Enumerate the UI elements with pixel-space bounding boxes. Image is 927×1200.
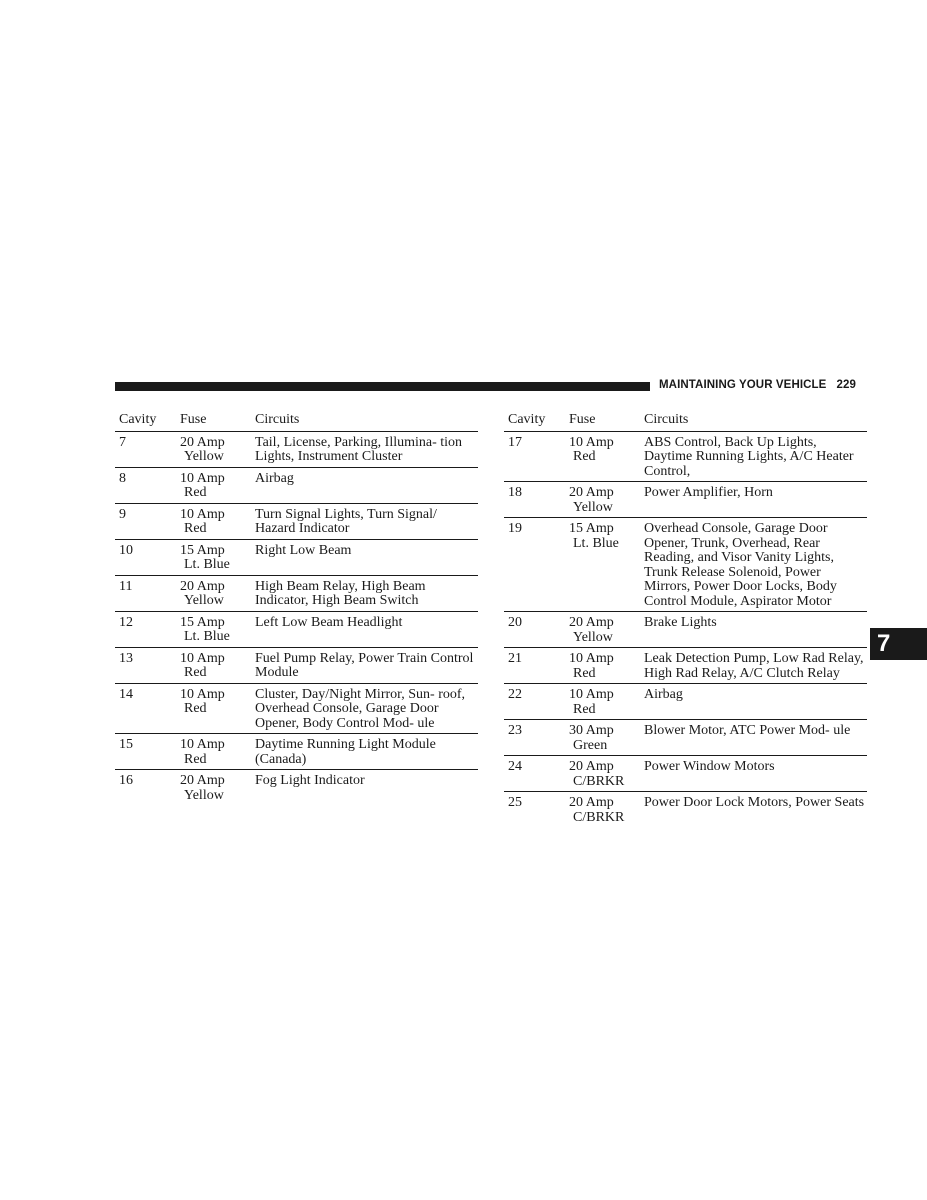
table-row [115,539,478,575]
circuits-cell: Fog Light Indicator [255,773,365,788]
fuse-amperage: 10 Amp [180,506,225,522]
table-row [115,734,478,770]
fuse-cell [565,648,640,684]
fuse-cell [176,431,251,467]
fuse-color: Yellow [184,593,224,608]
cavity-cell: 12 [115,611,176,647]
fuse-amperage: 10 Amp [180,650,225,666]
fuse-cell [565,431,640,482]
fuse-amperage: 15 Amp [569,521,614,536]
fuse-color: Yellow [573,629,613,645]
fuse-cell [565,792,640,828]
fuse-cell [176,647,251,683]
circuits-cell: Cluster, Day/Night Mirror, Sun- roof, Overhead Console, Garage Door Opener, Body Control Mod- ule [251,683,478,734]
circuits-cell: Brake Lights [640,612,867,648]
fuse-color: Red [184,665,207,680]
fuse-cell [176,539,251,575]
cavity-cell: 8 [115,467,176,503]
fuse-color: C/BRKR [573,773,625,789]
fuse-amperage: 15 Amp [180,542,225,558]
fuse-color: Lt. Blue [184,557,230,572]
circuits-cell: Blower Motor, ATC Power Mod- ule [640,720,867,756]
fuse-amperage: 20 Amp [569,615,614,630]
circuits-cell: Leak Detection Pump, Low Rad Relay, High Rad Relay, A/C Clutch Relay [640,648,867,684]
fuse-cell [565,684,640,720]
table-row [115,611,478,647]
fuse-cell [565,482,640,518]
fuse-table-left [115,411,478,805]
table-row [115,770,478,806]
fuse-amperage: 30 Amp [569,723,614,738]
table-header-row [115,411,478,431]
circuits-cell: Power Amplifier, Horn [640,482,867,518]
cavity-cell: 11 [115,575,176,611]
column-header-circuits: Circuits [640,411,867,431]
fuse-cell [565,612,640,648]
fuse-cell [565,720,640,756]
table-header-row [504,411,867,431]
fuse-color: Red [573,449,596,464]
fuse-color: Red [184,751,207,767]
fuse-color: Yellow [573,499,613,515]
column-header-circuits: Circuits [251,411,478,431]
table-row [504,482,867,518]
circuits-cell: Tail, License, Parking, Illumina- tion Lights, Instrument Cluster [251,431,478,467]
fuse-amperage: 10 Amp [180,470,225,486]
fuse-table-body [115,431,478,805]
circuits-cell: Daytime Running Light Module (Canada) [251,734,478,770]
fuse-amperage: 10 Amp [569,434,614,450]
fuse-amperage: 20 Amp [569,485,614,500]
circuits-cell: ABS Control, Back Up Lights, Daytime Running Lights, A/C Heater Control, [640,431,867,482]
cavity-cell: 17 [504,431,565,482]
table-row [115,683,478,734]
circuits-cell: High Beam Relay, High Beam Indicator, High Beam Switch [251,575,478,611]
table-row [504,684,867,720]
fuse-cell [176,770,251,806]
fuse-table-body [504,431,867,827]
table-row [504,756,867,792]
fuse-cell [176,734,251,770]
circuits-cell: Left Low Beam Headlight [251,611,478,647]
cavity-cell: 21 [504,648,565,684]
fuse-amperage: 20 Amp [180,434,225,450]
fuse-color: Red [184,701,207,716]
circuits-cell: Right Low Beam [251,539,478,575]
chapter-tab: 7 [870,628,927,660]
fuse-amperage: 10 Amp [180,686,225,702]
fuse-cell [565,518,640,612]
fuse-color: Lt. Blue [573,535,619,551]
fuse-table-right [504,411,867,827]
fuse-color: Red [573,665,596,681]
cavity-cell: 10 [115,539,176,575]
cavity-cell: 16 [119,773,133,788]
circuits-cell: Power Door Lock Motors, Power Seats [644,795,865,810]
circuits-cell: Power Window Motors [640,756,867,792]
fuse-amperage: 20 Amp [180,578,225,594]
circuits-cell: Fuel Pump Relay, Power Train Control Module [251,647,478,683]
circuits-cell: Turn Signal Lights, Turn Signal/ Hazard Indicator [251,503,478,539]
fuse-cell [176,575,251,611]
page-number: 229 [836,379,856,391]
fuse-amperage: 10 Amp [569,687,614,702]
table-row [115,431,478,467]
cavity-cell: 18 [504,482,565,518]
column-header-fuse: Fuse [176,411,251,431]
running-header [659,379,856,395]
fuse-amperage: 10 Amp [569,651,614,666]
header-rule [115,382,650,391]
table-row [115,647,478,683]
circuits-cell: Airbag [251,467,478,503]
fuse-color: Red [184,485,207,500]
circuits-cell: Overhead Console, Garage Door Opener, Trunk, Overhead, Rear Reading, and Visor Vanity Lights, Trunk Release Solenoid, Power Mirrors, Power Door Locks, Body Control Module, Aspirator Motor [640,518,867,612]
fuse-cell [176,467,251,503]
cavity-cell: 15 [115,734,176,770]
cavity-cell: 9 [115,503,176,539]
column-header-cavity: Cavity [504,411,565,431]
fuse-color: Red [184,521,207,536]
table-row [504,720,867,756]
fuse-cell [176,683,251,734]
cavity-cell: 22 [504,684,565,720]
cavity-cell: 20 [504,612,565,648]
section-title: MAINTAINING YOUR VEHICLE [659,379,827,391]
table-row [115,467,478,503]
fuse-amperage: 15 Amp [180,614,225,630]
column-header-fuse: Fuse [565,411,640,431]
cavity-cell: 14 [115,683,176,734]
table-row [504,612,867,648]
table-row [115,503,478,539]
fuse-amperage: 20 Amp [569,795,614,810]
fuse-color: Lt. Blue [184,629,230,644]
fuse-color: Green [573,737,608,753]
fuse-color: Yellow [184,449,224,464]
cavity-cell: 23 [504,720,565,756]
fuse-cell [176,611,251,647]
cavity-cell: 24 [504,756,565,792]
fuse-cell [565,756,640,792]
cavity-cell: 13 [115,647,176,683]
fuse-amperage: 20 Amp [569,759,614,774]
table-row [504,792,867,828]
column-header-cavity: Cavity [115,411,176,431]
cavity-cell: 19 [504,518,565,612]
table-row [504,518,867,612]
fuse-color: Yellow [184,787,224,803]
fuse-cell [176,503,251,539]
fuse-color: Red [573,701,596,717]
fuse-color: C/BRKR [573,809,625,825]
table-row [504,431,867,482]
cavity-cell: 7 [115,431,176,467]
cavity-cell: 25 [508,795,522,810]
table-row [504,648,867,684]
fuse-amperage: 20 Amp [180,773,225,788]
table-row [115,575,478,611]
fuse-amperage: 10 Amp [180,737,225,752]
circuits-cell: Airbag [640,684,867,720]
